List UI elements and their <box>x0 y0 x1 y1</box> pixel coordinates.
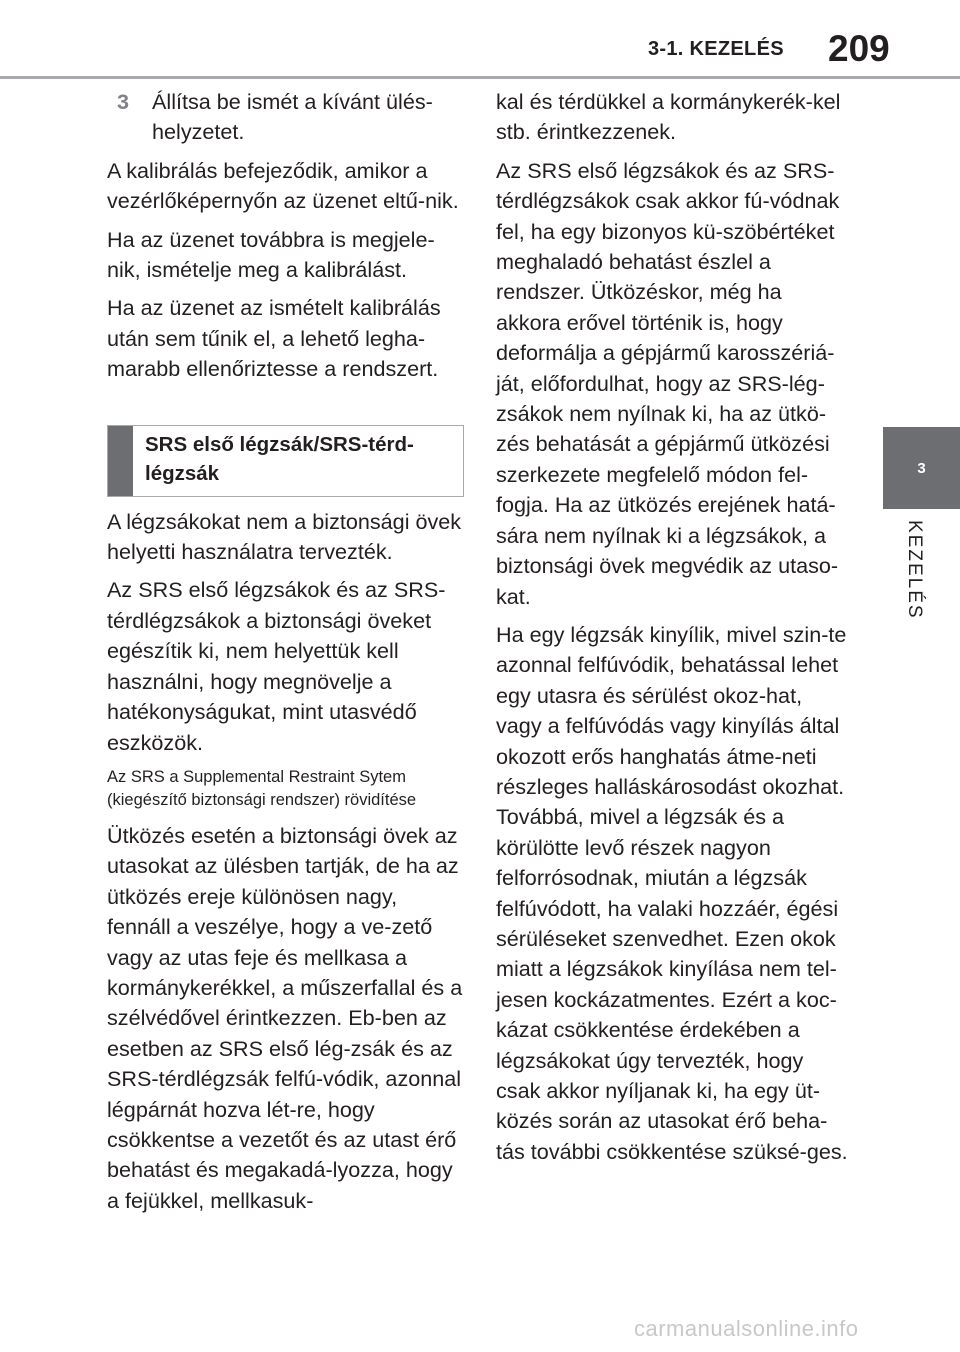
chapter-tab-number: 3 <box>917 459 926 477</box>
left-column <box>107 87 463 1224</box>
chapter-side-label: KEZELÉS <box>904 520 925 620</box>
header-divider <box>0 76 960 79</box>
paragraph: Ha az üzenet továbbra is megjele-nik, ismételje meg a kalibrálást. <box>107 226 435 283</box>
paragraph: Az SRS első légzsákok és az SRS-térdlégzsákok a biztonsági öveket egészítik ki, nem helyettük kell használni, hogy megnövelje a hatékonyságukat, mint utasvédő eszközök. <box>107 577 446 755</box>
paragraph: Ütközés esetén a biztonsági övek az utasokat az ülésben tartják, de ha az ütközés ereje különösen nagy, fennáll a veszélye, hogy a ve-zető vagy az utas feje és mellkasa a kormánykerékkel, a műszerfallal és a szélvédővel érintkezzen. Eb-ben az esetben az SRS első lég-zsák és az SRS-térdlégzsák felfú-vódik, azonnal légpárnát hozva lét-re, hogy csökkentse a vezetőt és az utast érő behatást és megakadá-lyozza, hogy a fejükkel, mellkasuk- <box>107 822 463 1213</box>
paragraph: A kalibrálás befejeződik, amikor a vezérlőképernyőn az üzenet eltű-nik. <box>107 157 459 214</box>
section-heading-bar <box>108 426 133 496</box>
page-number: 209 <box>828 28 890 69</box>
chapter-tab <box>883 427 960 509</box>
paragraph: Ha az üzenet az ismételt kalibrálás után sem tűnik el, a lehető legha-marabb ellenőriztesse a rendszert. <box>107 295 441 382</box>
footnote: Az SRS a Supplemental Restraint Sytem (kiegészítő biztonsági rendszer) rövidítése <box>107 767 417 809</box>
paragraph: kal és térdükkel a kormánykerék-kel stb. érintkezzenek. <box>496 89 841 145</box>
step-text: Állítsa be ismét a kívánt ülés-helyzetet. <box>152 89 433 145</box>
section-heading-box <box>107 425 464 497</box>
step-item <box>107 87 463 148</box>
watermark: carmanualsonline.info <box>634 1316 859 1341</box>
paragraph: Ha egy légzsák kinyílik, mivel szin-te azonnal felfúvódik, behatással lehet egy utasra és sérülést okoz-hat, vagy a felfúvódás vagy kinyílás által okozott erős hanghatás átme-neti részleges halláskárosodást okozhat. Továbbá, mivel a légzsák és a körülötte levő részek nagyon felforrósodnak, miután a légzsák felfúvódott, ha valaki hozzáér, égési sérüléseket szenvedhet. Ezen okok miatt a légzsákok kinyílása nem tel-jesen kockázatmentes. Ezért a koc-kázat csökkentése érdekében a légzsákokat úgy tervezték, hogy csak akkor nyíljanak ki, ha egy üt-közés során az utasokat érő beha-tás további csökkentése szüksé-ges. <box>496 621 848 1164</box>
paragraph: A légzsákokat nem a biztonsági övek helyetti használatra tervezték. <box>107 508 462 565</box>
paragraph: Az SRS első légzsákok és az SRS-térdlégzsákok csak akkor fú-vódnak fel, ha egy bizonyos kü-szöbértéket meghaladó behatást észlel a rendszer. Ütközéskor, még ha akkora erővel történik is, hogy deformálja a gépjármű karosszériá-ját, előfordulhat, hogy az SRS-lég-zsákok nem nyílnak ki, ha az ütkö-zés behatását a gépjármű ütközési szerkezete megfelelő módon fel-fogja. Ha az ütközés erejének hatá-sára nem nyílnak ki a légzsákok, a biztonsági övek megvédik az utaso-kat. <box>496 157 840 609</box>
step-number: 3 <box>117 89 130 114</box>
header-section-title: 3-1. KEZELÉS <box>648 38 784 60</box>
right-column <box>496 87 852 1175</box>
section-heading: SRS első légzsák/SRS-térd-légzsák <box>145 432 414 485</box>
